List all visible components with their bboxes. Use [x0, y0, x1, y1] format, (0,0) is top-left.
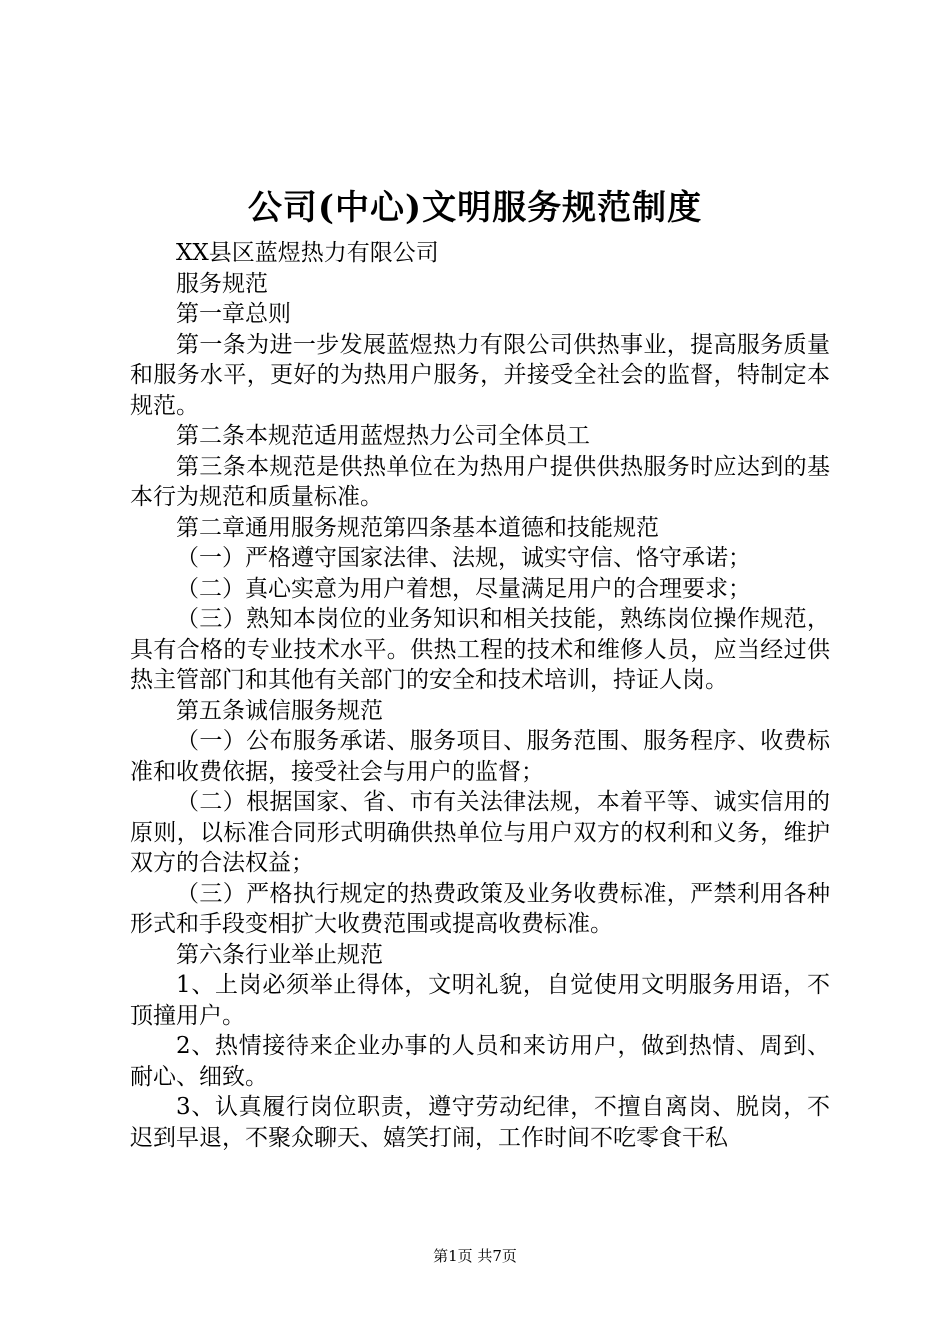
paragraph-chapter-1-heading: 第一章总则 — [176, 301, 291, 327]
paragraph-article-4-item-1: （一）严格遵守国家法律、法规，诚实守信、恪守承诺； — [176, 545, 751, 571]
paragraph-section-heading: 服务规范 — [176, 270, 268, 297]
paragraph-article-6-item-3: 3、认真履行岗位职责，遵守劳动纪律，不擅自离岗、脱岗，不迟到早退，不聚众聊天、嬉笑打闹，工作时间不吃零食干私 — [130, 1094, 830, 1151]
paragraph-article-6-item-1: 1、上岗必须举止得体，文明礼貌，自觉使用文明服务用语，不顶撞用户。 — [130, 972, 830, 1029]
paragraph-article-3: 第三条本规范是供热单位在为热用户提供供热服务时应达到的基本行为规范和质量标准。 — [130, 453, 830, 510]
paragraph-article-5-item-3: （三）严格执行规定的热费政策及业务收费标准，严禁利用各种形式和手段变相扩大收费范围或提高收费标准。 — [130, 880, 830, 937]
paragraph-chapter-2-heading: 第二章通用服务规范第四条基本道德和技能规范 — [176, 514, 659, 541]
paragraph-company-name: XX县区蓝煜热力有限公司 — [176, 240, 439, 266]
paragraph-article-5-item-2: （二）根据国家、省、市有关法律法规，本着平等、诚实信用的原则，以标准合同形式明确供热单位与用户双方的权利和义务，维护双方的合法权益； — [130, 789, 830, 876]
paragraph-article-5-heading: 第五条诚信服务规范 — [176, 697, 383, 724]
paragraph-article-5-item-1: （一）公布服务承诺、服务项目、服务范围、服务程序、收费标准和收费依据，接受社会与用户的监督； — [130, 728, 830, 785]
paragraph-article-1: 第一条为进一步发展蓝煜热力有限公司供热事业，提高服务质量和服务水平，更好的为热用户服务，并接受全社会的监督，特制定本规范。 — [130, 331, 830, 419]
paragraph-article-2: 第二条本规范适用蓝煜热力公司全体员工 — [176, 423, 590, 449]
document-body — [130, 238, 830, 1153]
paragraph-article-4-item-3: （三）熟知本岗位的业务知识和相关技能，熟练岗位操作规范，具有合格的专业技术水平。供热工程的技术和维修人员，应当经过供热主管部门和其他有关部门的安全和技术培训，持证人岗。 — [130, 606, 830, 693]
document-title: 公司(中心)文明服务规范制度 — [247, 188, 703, 228]
paragraph-article-4-item-2: （二）真心实意为用户着想，尽量满足用户的合理要求； — [176, 575, 751, 602]
paragraph-article-6-heading: 第六条行业举止规范 — [176, 941, 383, 968]
page-footer: 第1页 共7页 — [433, 1247, 517, 1265]
paragraph-article-6-item-2: 2、热情接待来企业办事的人员和来访用户，做到热情、周到、耐心、细致。 — [130, 1033, 830, 1090]
